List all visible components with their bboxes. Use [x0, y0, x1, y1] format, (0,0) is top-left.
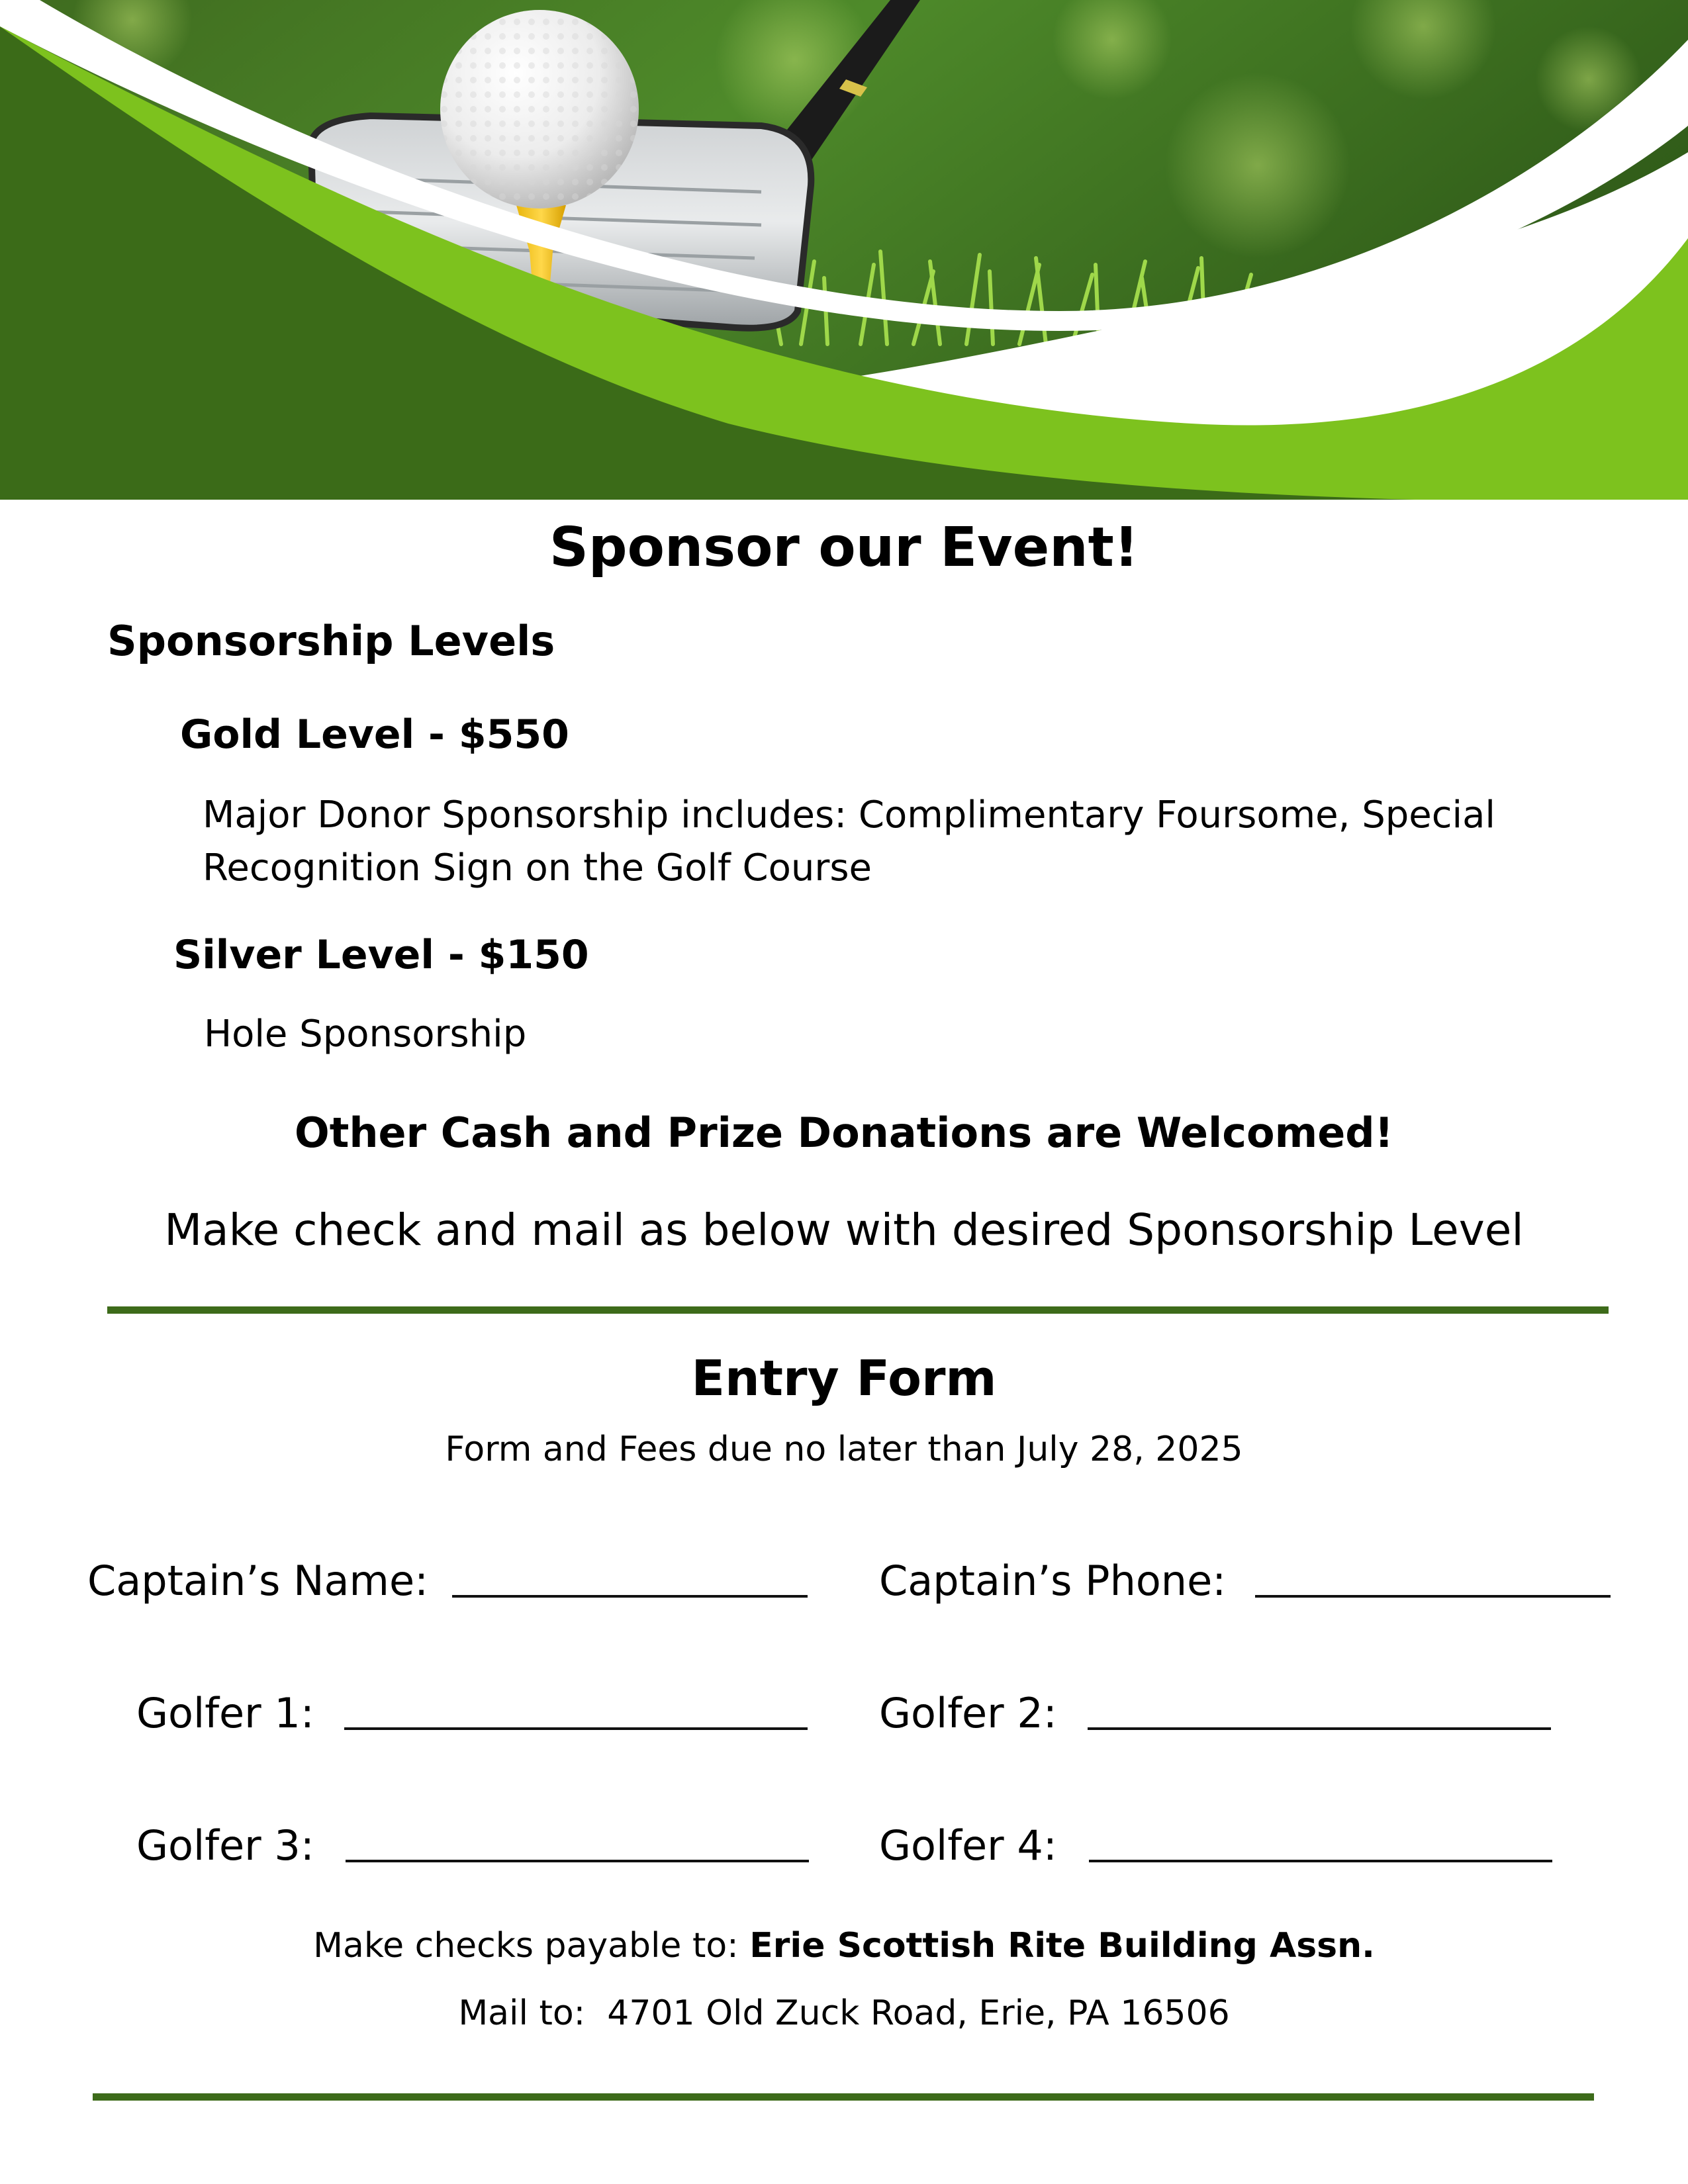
entry-form-due-note: Form and Fees due no later than July 28, 2025 — [445, 1430, 1243, 1469]
gold-description-line2: Recognition Sign on the Golf Course — [203, 846, 872, 889]
check-note: Make check and mail as below with desired Sponsorship Level — [164, 1205, 1524, 1255]
sponsor-title: Sponsor our Event! — [549, 516, 1139, 579]
payable-prefix: Make checks payable to: — [313, 1926, 750, 1966]
entry-form-title: Entry Form — [691, 1350, 997, 1407]
bottom-divider — [93, 2093, 1594, 2101]
hero-golf-image — [0, 0, 1688, 503]
golfer4-field[interactable] — [1089, 1860, 1552, 1862]
captain-phone-field[interactable] — [1255, 1595, 1611, 1598]
gold-level-description — [203, 789, 1495, 895]
captain-phone-label: Captain’s Phone: — [879, 1557, 1227, 1605]
silver-level-label: Silver Level - $150 — [173, 932, 589, 978]
gold-level-label: Gold Level - $550 — [180, 711, 569, 758]
gold-description-line1: Major Donor Sponsorship includes: Complimentary Foursome, Special — [203, 794, 1495, 837]
golfer1-field[interactable] — [344, 1727, 808, 1730]
captain-name-label: Captain’s Name: — [87, 1557, 428, 1605]
payable-line — [0, 1926, 1688, 1966]
section-divider — [107, 1306, 1609, 1314]
golfer3-field[interactable] — [346, 1860, 809, 1862]
golfer2-field[interactable] — [1088, 1727, 1551, 1730]
captain-name-field[interactable] — [452, 1595, 808, 1598]
sponsorship-levels-heading: Sponsorship Levels — [107, 617, 555, 665]
golfer3-label: Golfer 3: — [136, 1821, 314, 1870]
payable-to: Erie Scottish Rite Building Assn. — [749, 1926, 1375, 1966]
donations-note: Other Cash and Prize Donations are Welcomed! — [295, 1109, 1393, 1157]
golfer2-label: Golfer 2: — [879, 1689, 1057, 1737]
mail-to: Mail to: 4701 Old Zuck Road, Erie, PA 16506 — [458, 1993, 1230, 2033]
golfer1-label: Golfer 1: — [136, 1689, 314, 1737]
golfer4-label: Golfer 4: — [879, 1821, 1057, 1870]
silver-level-description: Hole Sponsorship — [204, 1013, 527, 1056]
